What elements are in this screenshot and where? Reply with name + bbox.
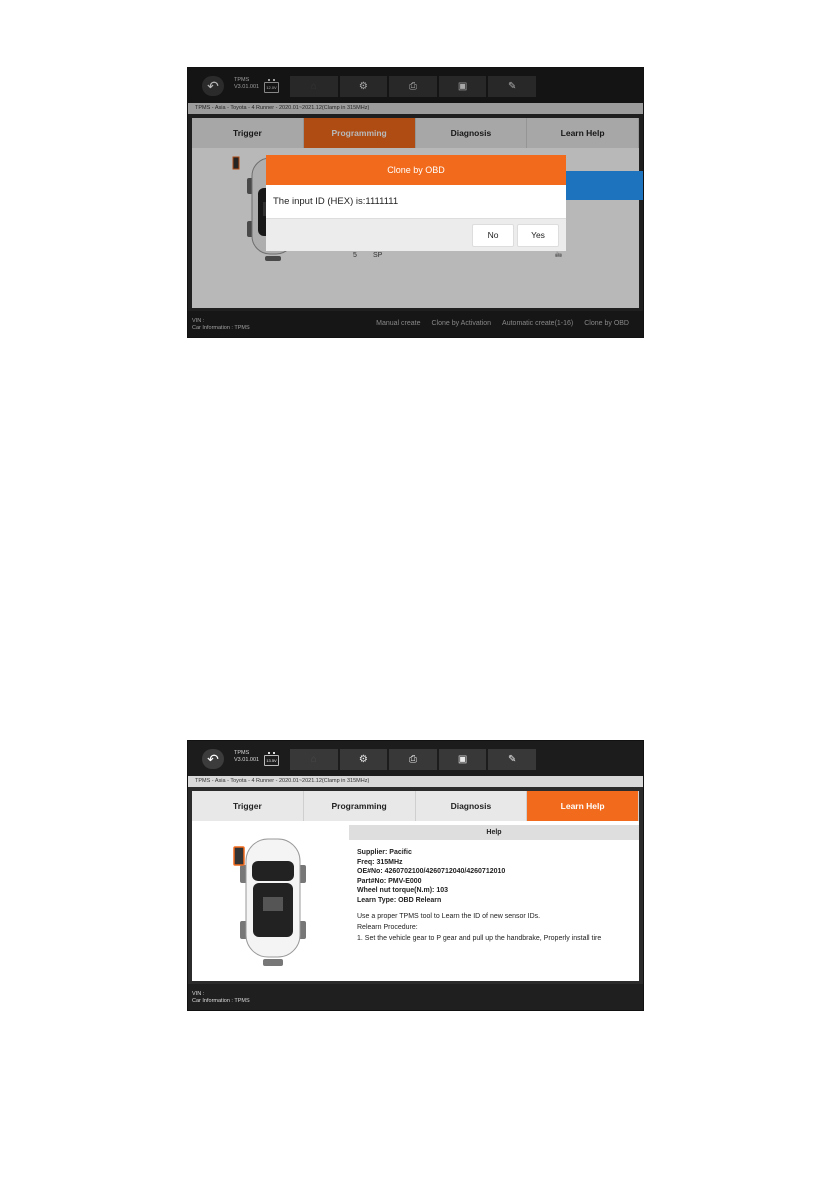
help-line: 1. Set the vehicle gear to P gear and pull up the handbrake, Properly install tire bbox=[357, 935, 602, 942]
tab-diagnosis[interactable]: Diagnosis bbox=[416, 118, 528, 148]
tab-learn-help[interactable]: Learn Help bbox=[527, 791, 639, 821]
back-icon[interactable]: ↶ bbox=[202, 76, 224, 96]
supplier-text: Supplier: Pacific bbox=[357, 849, 412, 856]
no-button[interactable]: No bbox=[472, 224, 514, 247]
clone-by-obd-button[interactable]: Clone by OBD bbox=[584, 320, 629, 327]
vin-info bbox=[192, 991, 250, 1005]
row-number: 5 bbox=[353, 252, 357, 259]
yes-button[interactable]: Yes bbox=[517, 224, 559, 247]
oe-number-text: OE#No: 4260702100/4260712040/4260712010 bbox=[357, 868, 506, 875]
gear-icon[interactable]: ⚙ bbox=[340, 76, 388, 97]
battery-voltage: 13.5V bbox=[264, 755, 279, 766]
gear-icon[interactable]: ⚙ bbox=[340, 749, 388, 770]
torque-text: Wheel nut torque(N.m): 103 bbox=[357, 887, 449, 894]
vin-label: VIN : bbox=[192, 318, 205, 324]
app-name: TPMS bbox=[234, 77, 250, 83]
app-version: V3.01.001 bbox=[234, 84, 260, 90]
help-header: Help bbox=[349, 825, 639, 840]
edit-icon[interactable]: ✎ bbox=[488, 76, 536, 97]
tab-trigger[interactable]: Trigger bbox=[192, 791, 304, 821]
home-icon[interactable]: ⌂ bbox=[290, 749, 338, 770]
back-icon[interactable]: ↶ bbox=[202, 749, 224, 769]
help-line: Use a proper TPMS tool to Learn the ID of new sensor IDs. bbox=[357, 913, 541, 920]
sensor-icon: 🖮 bbox=[555, 252, 562, 259]
edit-icon[interactable]: ✎ bbox=[488, 749, 536, 770]
screenshot-learn-help bbox=[187, 740, 644, 1011]
clone-by-activation-button[interactable]: Clone by Activation bbox=[431, 320, 492, 327]
toolbar bbox=[290, 749, 538, 770]
image-icon[interactable]: ▣ bbox=[439, 749, 487, 770]
tab-learn-help[interactable]: Learn Help bbox=[527, 118, 639, 148]
car-diagram bbox=[220, 831, 330, 971]
manual-create-button[interactable]: Manual create bbox=[376, 320, 421, 327]
dialog-message: The input ID (HEX) is:1111111 bbox=[266, 185, 566, 219]
car-info-label: Car Information : TPMS bbox=[192, 325, 250, 331]
dialog-button-bar bbox=[266, 219, 566, 251]
app-name: TPMS bbox=[234, 750, 250, 756]
home-icon[interactable]: ⌂ bbox=[290, 76, 338, 97]
freq-text: Freq: 315MHz bbox=[357, 858, 403, 866]
vin-label: VIN : bbox=[192, 991, 205, 997]
row-position: SP bbox=[373, 252, 383, 259]
breadcrumb: TPMS - Asia - Toyota - 4 Runner - 2020.01~2021.12(Clamp in 315MHz) bbox=[188, 776, 643, 787]
tab-programming[interactable]: Programming bbox=[304, 118, 416, 148]
part-number-text: Part#No: PMV-E000 bbox=[357, 877, 422, 885]
help-line: Relearn Procedure: bbox=[357, 924, 418, 931]
top-bar bbox=[188, 741, 643, 776]
car-info-label: Car Information : TPMS bbox=[192, 998, 250, 1004]
clone-dialog bbox=[266, 155, 566, 251]
app-info bbox=[234, 750, 259, 764]
footer-bar bbox=[188, 984, 643, 1010]
tab-trigger[interactable]: Trigger bbox=[192, 118, 304, 148]
selected-row-highlight bbox=[564, 171, 643, 200]
main-panel bbox=[192, 791, 639, 981]
breadcrumb: TPMS - Asia - Toyota - 4 Runner - 2020.01~2021.12(Clamp in 315MHz) bbox=[188, 103, 643, 114]
tab-bar bbox=[192, 791, 639, 821]
help-content bbox=[349, 840, 639, 944]
tab-diagnosis[interactable]: Diagnosis bbox=[416, 791, 528, 821]
learn-type-text: Learn Type: OBD Relearn bbox=[357, 896, 442, 904]
automatic-create-button[interactable]: Automatic create(1-16) bbox=[502, 320, 574, 327]
tab-programming[interactable]: Programming bbox=[304, 791, 416, 821]
print-icon[interactable]: ⎙ bbox=[389, 76, 437, 97]
app-version: V3.01.001 bbox=[234, 757, 260, 763]
image-icon[interactable]: ▣ bbox=[439, 76, 487, 97]
battery-voltage: 12.0V bbox=[264, 82, 279, 93]
help-panel bbox=[349, 825, 639, 977]
dialog-title: Clone by OBD bbox=[266, 155, 566, 185]
screenshot-clone-by-obd bbox=[187, 67, 644, 338]
print-icon[interactable]: ⎙ bbox=[389, 749, 437, 770]
